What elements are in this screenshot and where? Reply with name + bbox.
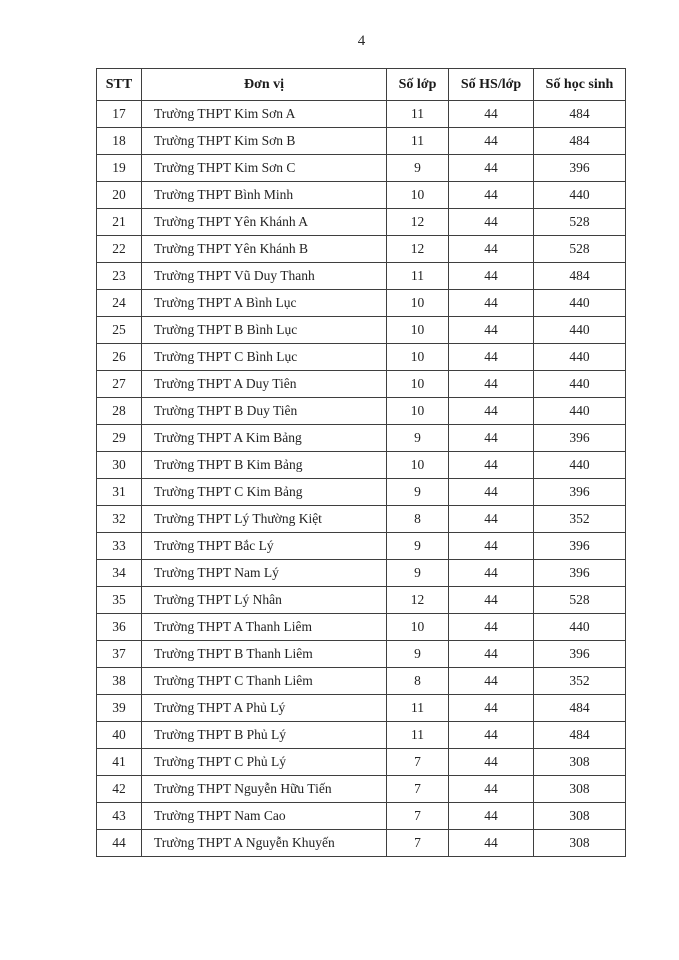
schools-table xyxy=(96,68,626,857)
cell-don-vi: Trường THPT Nguyễn Hữu Tiến xyxy=(142,776,387,803)
cell-so-lop: 10 xyxy=(387,371,449,398)
cell-so-hs-lop: 44 xyxy=(449,344,534,371)
table-row xyxy=(97,290,626,317)
cell-so-hoc-sinh: 308 xyxy=(534,803,626,830)
cell-so-hoc-sinh: 484 xyxy=(534,101,626,128)
cell-stt: 41 xyxy=(97,749,142,776)
cell-so-hs-lop: 44 xyxy=(449,479,534,506)
cell-stt: 36 xyxy=(97,614,142,641)
cell-so-hs-lop: 44 xyxy=(449,263,534,290)
cell-don-vi: Trường THPT Bắc Lý xyxy=(142,533,387,560)
cell-don-vi: Trường THPT Yên Khánh A xyxy=(142,209,387,236)
cell-so-hoc-sinh: 440 xyxy=(534,614,626,641)
cell-so-lop: 8 xyxy=(387,668,449,695)
cell-stt: 40 xyxy=(97,722,142,749)
cell-stt: 24 xyxy=(97,290,142,317)
cell-so-lop: 11 xyxy=(387,128,449,155)
cell-so-hoc-sinh: 484 xyxy=(534,722,626,749)
cell-so-hoc-sinh: 308 xyxy=(534,776,626,803)
cell-so-hoc-sinh: 440 xyxy=(534,317,626,344)
cell-so-hs-lop: 44 xyxy=(449,155,534,182)
cell-so-hs-lop: 44 xyxy=(449,452,534,479)
cell-so-hoc-sinh: 440 xyxy=(534,290,626,317)
cell-stt: 21 xyxy=(97,209,142,236)
cell-so-hs-lop: 44 xyxy=(449,209,534,236)
cell-so-lop: 10 xyxy=(387,317,449,344)
cell-so-hs-lop: 44 xyxy=(449,506,534,533)
cell-don-vi: Trường THPT Nam Lý xyxy=(142,560,387,587)
cell-stt: 35 xyxy=(97,587,142,614)
column-header-so-lop: Số lớp xyxy=(387,69,449,101)
cell-don-vi: Trường THPT Lý Thường Kiệt xyxy=(142,506,387,533)
cell-don-vi: Trường THPT Yên Khánh B xyxy=(142,236,387,263)
cell-don-vi: Trường THPT C Phủ Lý xyxy=(142,749,387,776)
table-row xyxy=(97,776,626,803)
cell-stt: 38 xyxy=(97,668,142,695)
cell-stt: 27 xyxy=(97,371,142,398)
cell-don-vi: Trường THPT Bình Minh xyxy=(142,182,387,209)
cell-don-vi: Trường THPT Lý Nhân xyxy=(142,587,387,614)
cell-stt: 22 xyxy=(97,236,142,263)
table-row xyxy=(97,263,626,290)
cell-so-lop: 11 xyxy=(387,695,449,722)
cell-so-hs-lop: 44 xyxy=(449,290,534,317)
cell-don-vi: Trường THPT A Thanh Liêm xyxy=(142,614,387,641)
cell-stt: 17 xyxy=(97,101,142,128)
cell-don-vi: Trường THPT A Phủ Lý xyxy=(142,695,387,722)
table-row xyxy=(97,344,626,371)
table-row xyxy=(97,695,626,722)
cell-so-hoc-sinh: 308 xyxy=(534,830,626,857)
cell-so-hoc-sinh: 352 xyxy=(534,506,626,533)
cell-don-vi: Trường THPT A Bình Lục xyxy=(142,290,387,317)
table-body xyxy=(97,101,626,857)
cell-so-hoc-sinh: 440 xyxy=(534,398,626,425)
table-row xyxy=(97,128,626,155)
cell-so-hoc-sinh: 440 xyxy=(534,371,626,398)
cell-stt: 42 xyxy=(97,776,142,803)
table-row xyxy=(97,614,626,641)
cell-so-hs-lop: 44 xyxy=(449,128,534,155)
cell-so-hoc-sinh: 352 xyxy=(534,668,626,695)
cell-stt: 23 xyxy=(97,263,142,290)
table-row xyxy=(97,506,626,533)
cell-don-vi: Trường THPT B Phủ Lý xyxy=(142,722,387,749)
cell-stt: 28 xyxy=(97,398,142,425)
cell-stt: 39 xyxy=(97,695,142,722)
cell-so-hs-lop: 44 xyxy=(449,776,534,803)
cell-so-lop: 7 xyxy=(387,776,449,803)
cell-so-lop: 9 xyxy=(387,425,449,452)
cell-don-vi: Trường THPT Nam Cao xyxy=(142,803,387,830)
cell-stt: 25 xyxy=(97,317,142,344)
table-row xyxy=(97,641,626,668)
cell-so-hs-lop: 44 xyxy=(449,614,534,641)
cell-stt: 26 xyxy=(97,344,142,371)
table-row xyxy=(97,533,626,560)
table-row xyxy=(97,317,626,344)
cell-so-hoc-sinh: 396 xyxy=(534,533,626,560)
cell-so-lop: 7 xyxy=(387,830,449,857)
cell-so-hs-lop: 44 xyxy=(449,641,534,668)
table-row xyxy=(97,101,626,128)
cell-stt: 30 xyxy=(97,452,142,479)
cell-so-hoc-sinh: 396 xyxy=(534,425,626,452)
cell-so-lop: 9 xyxy=(387,533,449,560)
cell-don-vi: Trường THPT Vũ Duy Thanh xyxy=(142,263,387,290)
table-row xyxy=(97,587,626,614)
cell-so-hs-lop: 44 xyxy=(449,236,534,263)
cell-so-hoc-sinh: 484 xyxy=(534,128,626,155)
table-row xyxy=(97,452,626,479)
cell-don-vi: Trường THPT B Thanh Liêm xyxy=(142,641,387,668)
cell-so-hoc-sinh: 396 xyxy=(534,560,626,587)
cell-so-hoc-sinh: 396 xyxy=(534,641,626,668)
cell-so-hs-lop: 44 xyxy=(449,425,534,452)
cell-so-hoc-sinh: 396 xyxy=(534,155,626,182)
cell-so-lop: 8 xyxy=(387,506,449,533)
table-row xyxy=(97,371,626,398)
table-row xyxy=(97,668,626,695)
column-header-don-vi: Đơn vị xyxy=(142,69,387,101)
cell-so-hs-lop: 44 xyxy=(449,722,534,749)
cell-stt: 29 xyxy=(97,425,142,452)
cell-so-lop: 9 xyxy=(387,155,449,182)
cell-so-lop: 10 xyxy=(387,290,449,317)
cell-so-hs-lop: 44 xyxy=(449,668,534,695)
table-row xyxy=(97,560,626,587)
cell-so-hs-lop: 44 xyxy=(449,749,534,776)
table-row xyxy=(97,425,626,452)
cell-don-vi: Trường THPT B Kim Bảng xyxy=(142,452,387,479)
table-row xyxy=(97,182,626,209)
cell-so-lop: 11 xyxy=(387,101,449,128)
cell-stt: 18 xyxy=(97,128,142,155)
cell-so-hs-lop: 44 xyxy=(449,830,534,857)
table-row xyxy=(97,155,626,182)
cell-don-vi: Trường THPT Kim Sơn A xyxy=(142,101,387,128)
cell-so-hs-lop: 44 xyxy=(449,587,534,614)
cell-don-vi: Trường THPT A Nguyễn Khuyến xyxy=(142,830,387,857)
cell-so-hoc-sinh: 528 xyxy=(534,236,626,263)
cell-so-hoc-sinh: 308 xyxy=(534,749,626,776)
table-row xyxy=(97,398,626,425)
cell-so-lop: 10 xyxy=(387,398,449,425)
cell-so-lop: 10 xyxy=(387,182,449,209)
cell-so-hoc-sinh: 484 xyxy=(534,263,626,290)
cell-so-lop: 10 xyxy=(387,614,449,641)
cell-so-hs-lop: 44 xyxy=(449,533,534,560)
cell-so-lop: 10 xyxy=(387,452,449,479)
cell-so-hs-lop: 44 xyxy=(449,182,534,209)
cell-don-vi: Trường THPT Kim Sơn B xyxy=(142,128,387,155)
cell-so-lop: 12 xyxy=(387,236,449,263)
cell-stt: 19 xyxy=(97,155,142,182)
page-number: 4 xyxy=(357,33,366,49)
cell-so-lop: 9 xyxy=(387,560,449,587)
cell-so-hoc-sinh: 528 xyxy=(534,209,626,236)
table-row xyxy=(97,236,626,263)
cell-so-lop: 10 xyxy=(387,344,449,371)
cell-stt: 37 xyxy=(97,641,142,668)
cell-stt: 43 xyxy=(97,803,142,830)
table-row xyxy=(97,749,626,776)
cell-don-vi: Trường THPT A Duy Tiên xyxy=(142,371,387,398)
cell-so-hs-lop: 44 xyxy=(449,101,534,128)
cell-stt: 32 xyxy=(97,506,142,533)
cell-so-lop: 9 xyxy=(387,641,449,668)
cell-stt: 33 xyxy=(97,533,142,560)
column-header-stt: STT xyxy=(97,69,142,101)
cell-don-vi: Trường THPT A Kim Bảng xyxy=(142,425,387,452)
cell-so-hs-lop: 44 xyxy=(449,398,534,425)
table-row xyxy=(97,830,626,857)
cell-don-vi: Trường THPT C Thanh Liêm xyxy=(142,668,387,695)
cell-so-hoc-sinh: 396 xyxy=(534,479,626,506)
cell-so-lop: 12 xyxy=(387,209,449,236)
table-row xyxy=(97,479,626,506)
cell-so-lop: 9 xyxy=(387,479,449,506)
cell-don-vi: Trường THPT B Duy Tiên xyxy=(142,398,387,425)
cell-so-hoc-sinh: 440 xyxy=(534,452,626,479)
cell-so-hoc-sinh: 440 xyxy=(534,344,626,371)
cell-stt: 31 xyxy=(97,479,142,506)
cell-don-vi: Trường THPT B Bình Lục xyxy=(142,317,387,344)
cell-stt: 44 xyxy=(97,830,142,857)
cell-so-lop: 7 xyxy=(387,803,449,830)
table-header-row xyxy=(97,69,626,101)
cell-so-hs-lop: 44 xyxy=(449,695,534,722)
table-row xyxy=(97,722,626,749)
cell-so-hs-lop: 44 xyxy=(449,317,534,344)
cell-don-vi: Trường THPT C Bình Lục xyxy=(142,344,387,371)
cell-so-hoc-sinh: 440 xyxy=(534,182,626,209)
column-header-so-hs-lop: Số HS/lớp xyxy=(449,69,534,101)
cell-so-hoc-sinh: 528 xyxy=(534,587,626,614)
table-row xyxy=(97,803,626,830)
cell-so-hoc-sinh: 484 xyxy=(534,695,626,722)
cell-stt: 34 xyxy=(97,560,142,587)
cell-so-lop: 11 xyxy=(387,722,449,749)
cell-don-vi: Trường THPT Kim Sơn C xyxy=(142,155,387,182)
column-header-so-hoc-sinh: Số học sinh xyxy=(534,69,626,101)
cell-so-hs-lop: 44 xyxy=(449,371,534,398)
cell-so-hs-lop: 44 xyxy=(449,560,534,587)
cell-don-vi: Trường THPT C Kim Bảng xyxy=(142,479,387,506)
cell-so-lop: 7 xyxy=(387,749,449,776)
cell-so-lop: 12 xyxy=(387,587,449,614)
cell-so-lop: 11 xyxy=(387,263,449,290)
table-row xyxy=(97,209,626,236)
cell-so-hs-lop: 44 xyxy=(449,803,534,830)
cell-stt: 20 xyxy=(97,182,142,209)
